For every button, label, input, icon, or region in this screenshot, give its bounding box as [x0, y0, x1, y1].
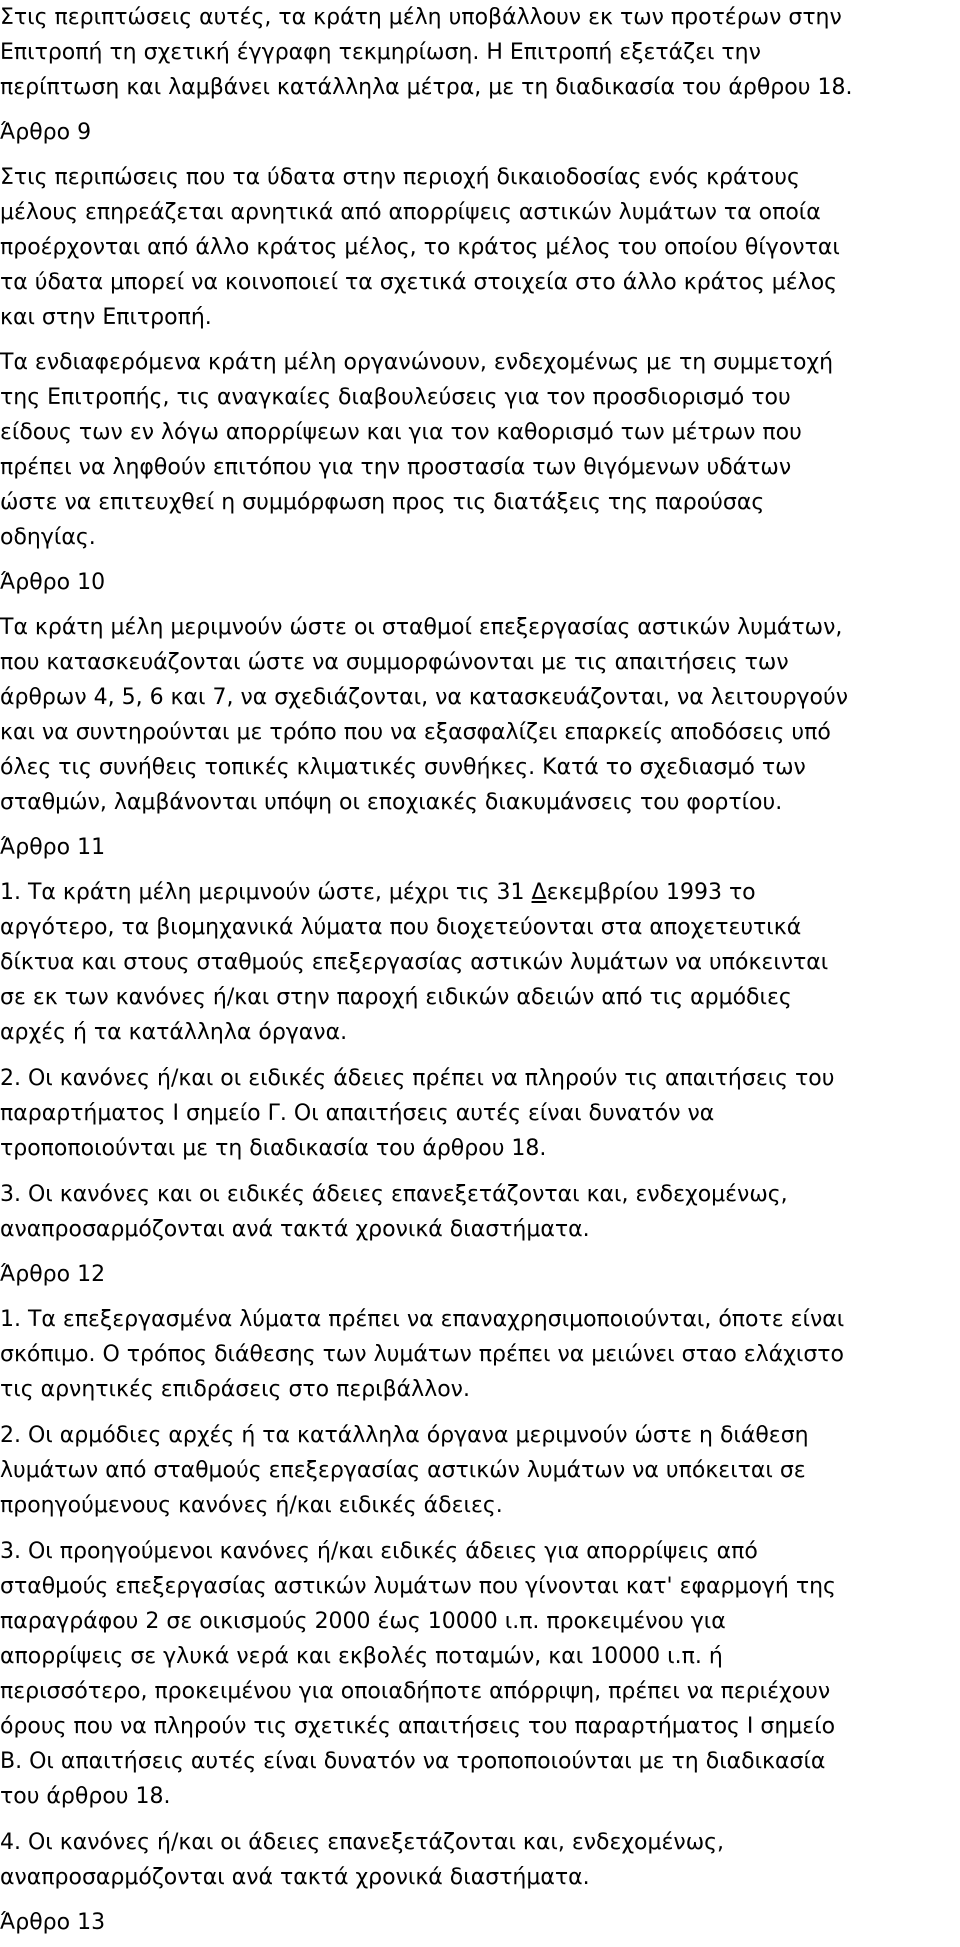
article-9-paragraph-1: Στις περιπώσεις που τα ύδατα στην περιοχή δικαιοδοσίας ενός κράτους μέλους επηρεάζεται αρνητικά από απορρίψεις αστικών λυμάτων τα οποία προέρχονται από άλλο κράτος μέλος, το κράτος μέλος του οποίου θίγονται τα ύδατα μπορεί να κοινοποιεί τα σχετικά στοιχεία στο άλλο κράτος μέλος και στην Επιτροπή.	[0, 165, 840, 330]
paragraph-intro: Στις περιπτώσεις αυτές, τα κράτη μέλη υποβάλλουν εκ των προτέρων στην Επιτροπή τη σχετική έγγραφη τεκμηρίωση. Η Επιτροπή εξετάζει την περίπτωση και λαμβάνει κατάλληλα μέτρα, με τη διαδικασία του άρθρου 18.	[0, 5, 853, 100]
article-11-paragraph-1-rest: εκεμβρίου 1993 το αργότερο, τα βιομηχανικά λύματα που διοχετεύονται στα αποχετευτικά δίκτυα και στους σταθμούς επεξεργασίας αστικών λυμάτων να υπόκεινται σε εκ των κανόνες ή/και στην παροχή ειδικών αδειών από τις αρμόδιες αρχές ή τα κατάλληλα όργανα.	[0, 880, 829, 1045]
article-10-paragraph: Τα κράτη μέλη μεριμνούν ώστε οι σταθμοί επεξεργασίας αστικών λυμάτων, που κατασκευάζονται ώστε να συμμορφώνονται με τις απαιτήσεις των άρθρων 4, 5, 6 και 7, να σχεδιάζονται, να κατασκευάζονται, να λειτουργούν και να συντηρούνται με τρόπο που να εξασφαλίζει επαρκείς αποδόσεις υπό όλες τις συνήθεις τοπικές κλιματικές συνθήκες. Κατά το σχεδιασμό των σταθμών, λαμβάνονται υπόψη οι εποχιακές διακυμάνσεις του φορτίου.	[0, 615, 849, 815]
article-9-paragraph-2: Τα ενδιαφερόμενα κράτη μέλη οργανώνουν, ενδεχομένως με τη συμμετοχή της Επιτροπής, τις αναγκαίες διαβουλεύσεις για τον προσδιορισμό του είδους των εν λόγω απορρίψεων και για τον καθορισμό των μέτρων που πρέπει να ληφθούν επιτόπου για την προστασία των θιγόμενων υδάτων ώστε να επιτευχθεί η συμμόρφωση προς τις διατάξεις της παρούσας οδηγίας.	[0, 350, 834, 550]
article-10-heading: Άρθρο 10	[0, 570, 106, 595]
article-11-paragraph-2: 2. Οι κανόνες ή/και οι ειδικές άδειες πρέπει να πληρούν τις απαιτήσεις του παραρτήματος Ι σημείο Γ. Οι απαιτήσεις αυτές είναι δυνατόν να τροποποιούνται με τη διαδικασία του άρθρου 18.	[0, 1066, 835, 1161]
article-11-paragraph-1	[0, 875, 948, 1050]
article-12-paragraph-4: 4. Οι κανόνες ή/και οι άδειες επανεξετάζονται και, ενδεχομένως, αναπροσαρμόζονται ανά τακτά χρονικά διαστήματα.	[0, 1830, 725, 1890]
article-11-paragraph-1-start: 1. Τα κράτη μέλη μεριμνούν ώστε, μέχρι τις 31	[0, 880, 532, 905]
article-12-paragraph-3: 3. Οι προηγούμενοι κανόνες ή/και ειδικές άδειες για απορρίψεις από σταθμούς επεξεργασίας αστικών λυμάτων που γίνονται κατ' εφαρμογή της παραγράφου 2 σε οικισμούς 2000 έως 10000 ι.π. προκειμένου για απορρίψεις σε γλυκά νερά και εκβολές ποταμών, και 10000 ι.π. ή περισσότερο, προκειμένου για οποιαδήποτε απόρριψη, πρέπει να περιέχουν όρους που να πληρούν τις σχετικές απαιτήσεις του παραρτήματος Ι σημείο Β. Οι απαιτήσεις αυτές είναι δυνατόν να τροποποιούνται με τη διαδικασία του άρθρου 18.	[0, 1539, 836, 1809]
article-12-paragraph-2: 2. Οι αρμόδιες αρχές ή τα κατάλληλα όργανα μεριμνούν ώστε η διάθεση λυμάτων από σταθμούς επεξεργασίας αστικών λυμάτων να υπόκειται σε προηγούμενους κανόνες ή/και ειδικές άδειες.	[0, 1423, 809, 1518]
article-9-heading: Άρθρο 9	[0, 120, 92, 145]
article-12-heading: Άρθρο 12	[0, 1262, 106, 1287]
article-12-paragraph-1: 1. Τα επεξεργασμένα λύματα πρέπει να επαναχρησιμοποιούνται, όποτε είναι σκόπιμο. Ο τρόπος διάθεσης των λυμάτων πρέπει να μειώνει σταο ελάχιστο τις αρνητικές επιδράσεις στο περιβάλλον.	[0, 1307, 845, 1402]
article-11-paragraph-3: 3. Οι κανόνες και οι ειδικές άδειες επανεξετάζονται και, ενδεχομένως, αναπροσαρμόζονται ανά τακτά χρονικά διαστήματα.	[0, 1182, 788, 1242]
article-11-heading: Άρθρο 11	[0, 835, 106, 860]
underlined-letter: Δ	[531, 880, 547, 905]
article-13-heading: Άρθρο 13	[0, 1910, 106, 1935]
